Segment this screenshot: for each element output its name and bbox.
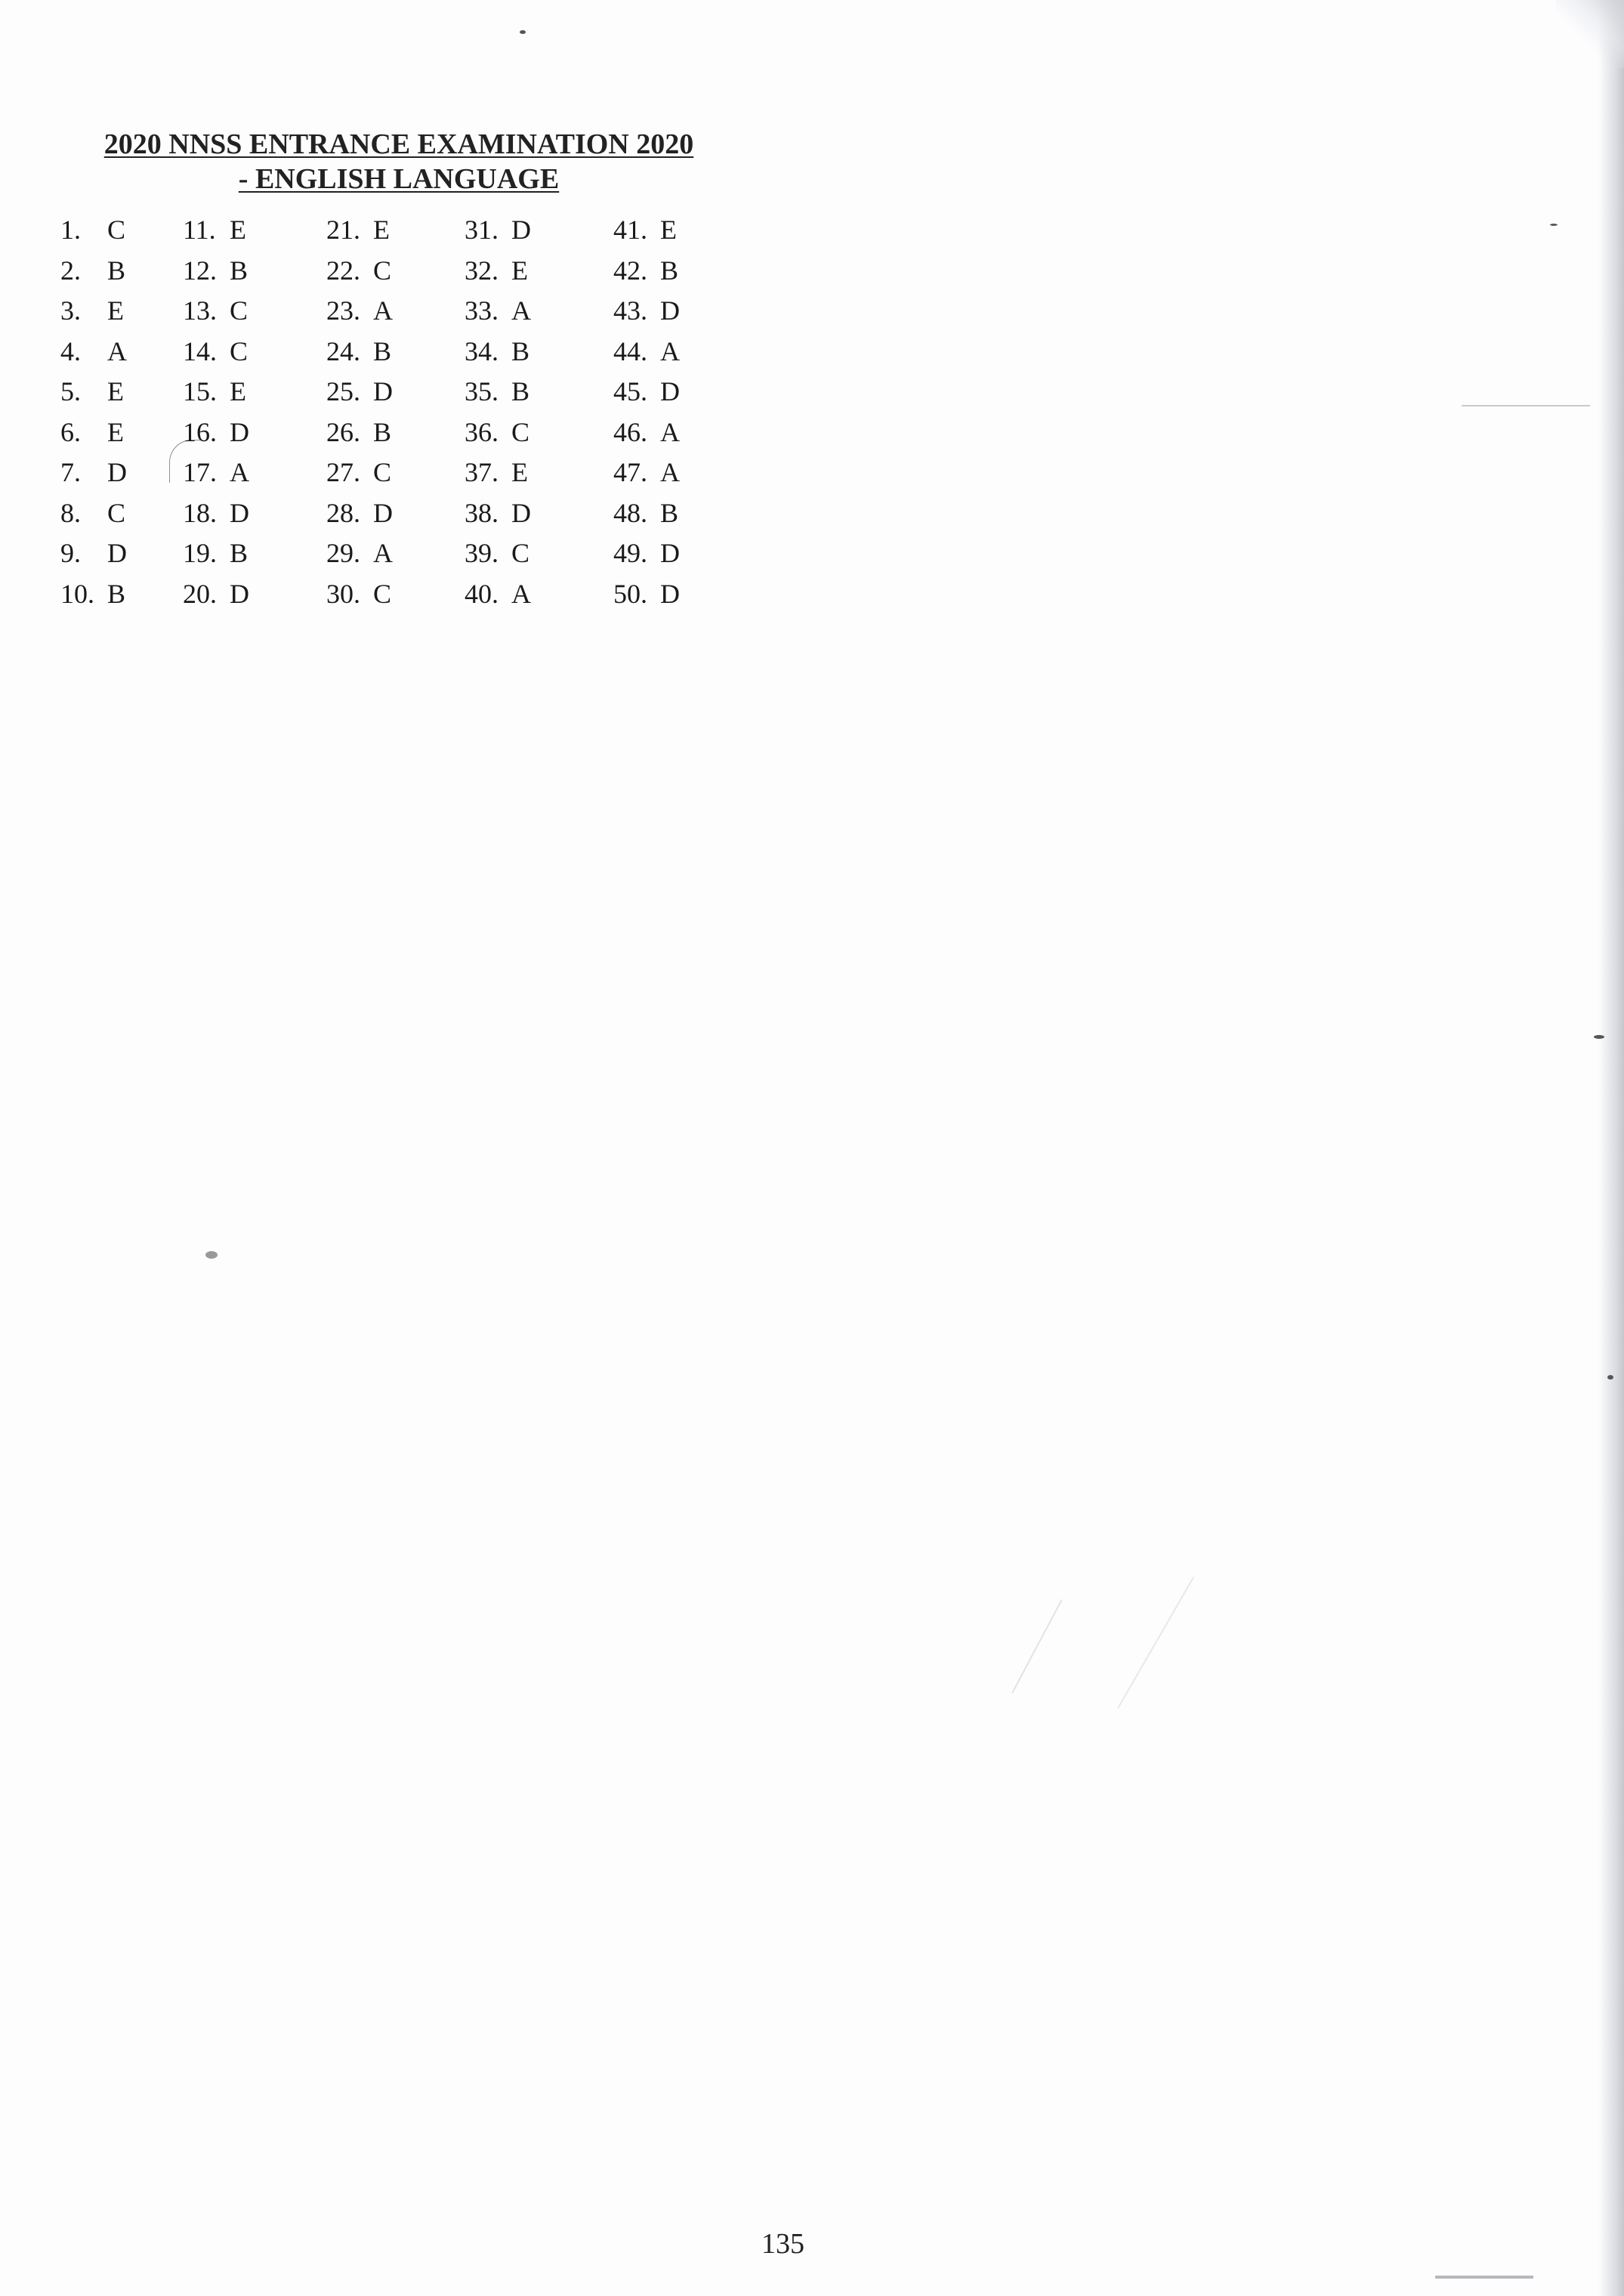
question-number: 43. [613, 295, 647, 326]
question-number: 5. [60, 376, 81, 406]
question-number: 49. [613, 538, 647, 568]
question-number: 7. [60, 457, 81, 487]
answer-column [60, 210, 183, 614]
answer-letter: A [660, 416, 680, 447]
scan-scuff [1117, 1577, 1194, 1708]
answer-letter: B [107, 578, 126, 609]
answer-letter: A [373, 295, 393, 326]
answer-letter: C [107, 215, 126, 245]
answer-row [613, 251, 755, 292]
exam-title: 2020 NNSS ENTRANCE EXAMINATION 2020 [103, 128, 694, 160]
answer-row [326, 413, 465, 453]
answer-row [465, 210, 613, 251]
scan-scuff [1011, 1599, 1062, 1694]
answer-letter: D [660, 538, 680, 568]
answer-letter: E [107, 295, 124, 326]
question-number: 4. [60, 335, 81, 366]
question-number: 2. [60, 255, 81, 286]
answer-letter: A [660, 335, 680, 366]
answer-row [60, 574, 183, 615]
question-number: 10. [60, 578, 94, 609]
question-number: 15. [183, 376, 217, 406]
scan-speck [1594, 1035, 1604, 1039]
answer-letter: E [107, 416, 124, 447]
question-number: 21. [326, 215, 360, 245]
answer-column [465, 210, 613, 614]
question-number: 33. [465, 295, 499, 326]
question-number: 12. [183, 255, 217, 286]
question-number: 22. [326, 255, 360, 286]
scan-scuff [1462, 405, 1590, 406]
answer-row [613, 493, 755, 534]
answer-letter: B [660, 255, 679, 286]
answer-row [465, 533, 613, 574]
answer-row [613, 372, 755, 413]
answer-row [326, 251, 465, 292]
answer-row [326, 493, 465, 534]
question-number: 45. [613, 376, 647, 406]
answer-row [326, 291, 465, 332]
question-number: 47. [613, 457, 647, 487]
question-number: 34. [465, 335, 499, 366]
question-number: 40. [465, 578, 499, 609]
answer-letter: E [511, 255, 528, 286]
question-number: 25. [326, 376, 360, 406]
question-number: 17. [183, 457, 217, 487]
answer-letter: C [230, 295, 249, 326]
answer-row [613, 453, 755, 493]
question-number: 11. [183, 215, 216, 245]
question-number: 8. [60, 497, 81, 528]
question-number: 1. [60, 215, 81, 245]
answer-letter: D [660, 578, 680, 609]
answer-letter: C [373, 255, 392, 286]
answer-letter: B [660, 497, 679, 528]
answer-row [465, 291, 613, 332]
answer-letter: E [107, 376, 124, 406]
answer-letter: B [511, 335, 530, 366]
answer-row [183, 533, 326, 574]
answer-letter: D [511, 215, 531, 245]
answer-row [183, 332, 326, 372]
question-number: 31. [465, 215, 499, 245]
question-number: 29. [326, 538, 360, 568]
exam-subtitle: - ENGLISH LANGUAGE [238, 163, 560, 195]
scan-scuff [1435, 2276, 1533, 2279]
answer-row [183, 210, 326, 251]
answer-row [60, 453, 183, 493]
answer-row [613, 413, 755, 453]
answer-row [183, 372, 326, 413]
answer-row [613, 533, 755, 574]
answer-letter: D [107, 538, 127, 568]
answer-letter: D [373, 376, 393, 406]
answer-letter: A [511, 578, 531, 609]
answer-letter: C [511, 416, 530, 447]
answer-column [183, 210, 326, 614]
scan-speck [205, 1251, 218, 1259]
question-number: 35. [465, 376, 499, 406]
question-number: 48. [613, 497, 647, 528]
answer-row [465, 493, 613, 534]
answer-row [183, 291, 326, 332]
answer-letter: B [511, 376, 530, 406]
answer-row [60, 493, 183, 534]
answer-letter: C [107, 497, 126, 528]
answer-row [326, 533, 465, 574]
answer-row [465, 372, 613, 413]
scan-speck [520, 30, 526, 34]
answer-row [326, 332, 465, 372]
answer-letter: C [230, 335, 249, 366]
question-number: 6. [60, 416, 81, 447]
answer-letter: A [511, 295, 531, 326]
answer-letter: D [230, 497, 249, 528]
answer-row [326, 210, 465, 251]
answer-row [613, 574, 755, 615]
answer-letter: D [660, 295, 680, 326]
question-number: 20. [183, 578, 217, 609]
scan-speck [1607, 1375, 1613, 1380]
answer-row [60, 210, 183, 251]
question-number: 14. [183, 335, 217, 366]
answer-row [60, 413, 183, 453]
answer-row [183, 574, 326, 615]
question-number: 41. [613, 215, 647, 245]
question-number: 30. [326, 578, 360, 609]
answer-key-grid [60, 210, 755, 614]
answer-row [60, 332, 183, 372]
answer-letter: A [373, 538, 393, 568]
answer-letter: E [230, 215, 246, 245]
scan-edge-shadow [1598, 0, 1624, 2296]
answer-row [326, 574, 465, 615]
question-number: 24. [326, 335, 360, 366]
answer-row [60, 251, 183, 292]
question-number: 18. [183, 497, 217, 528]
answer-letter: E [511, 457, 528, 487]
question-number: 37. [465, 457, 499, 487]
question-number: 26. [326, 416, 360, 447]
question-number: 23. [326, 295, 360, 326]
answer-letter: B [230, 255, 249, 286]
answer-row [183, 453, 326, 493]
answer-row [326, 372, 465, 413]
question-number: 42. [613, 255, 647, 286]
answer-letter: D [660, 376, 680, 406]
answer-letter: B [107, 255, 126, 286]
answer-row [465, 413, 613, 453]
answer-letter: E [373, 215, 390, 245]
answer-letter: B [230, 538, 249, 568]
question-number: 16. [183, 416, 217, 447]
question-number: 50. [613, 578, 647, 609]
page-number: 135 [761, 2228, 804, 2260]
question-number: 32. [465, 255, 499, 286]
answer-row [60, 372, 183, 413]
answer-row [183, 493, 326, 534]
answer-letter: A [107, 335, 127, 366]
answer-letter: D [373, 497, 393, 528]
answer-letter: C [373, 578, 392, 609]
question-number: 9. [60, 538, 81, 568]
answer-letter: D [107, 457, 127, 487]
question-number: 36. [465, 416, 499, 447]
answer-letter: A [230, 457, 249, 487]
exam-header [82, 127, 716, 196]
question-number: 3. [60, 295, 81, 326]
answer-letter: C [373, 457, 392, 487]
page-corner-curl [1556, 0, 1624, 68]
answer-row [613, 332, 755, 372]
answer-row [613, 291, 755, 332]
answer-row [326, 453, 465, 493]
answer-letter: A [660, 457, 680, 487]
question-number: 44. [613, 335, 647, 366]
answer-letter: E [230, 376, 246, 406]
answer-letter: D [230, 578, 249, 609]
answer-row [465, 251, 613, 292]
answer-letter: E [660, 215, 677, 245]
answer-column [326, 210, 465, 614]
answer-letter: B [373, 335, 392, 366]
answer-letter: B [373, 416, 392, 447]
question-number: 38. [465, 497, 499, 528]
question-number: 13. [183, 295, 217, 326]
question-number: 27. [326, 457, 360, 487]
question-number: 39. [465, 538, 499, 568]
answer-row [465, 332, 613, 372]
answer-letter: C [511, 538, 530, 568]
answer-row [60, 533, 183, 574]
question-number: 28. [326, 497, 360, 528]
answer-row [60, 291, 183, 332]
scan-speck [1550, 224, 1558, 226]
answer-letter: D [511, 497, 531, 528]
answer-row [613, 210, 755, 251]
question-number: 19. [183, 538, 217, 568]
answer-row [183, 413, 326, 453]
answer-row [465, 574, 613, 615]
answer-letter: D [230, 416, 249, 447]
answer-row [183, 251, 326, 292]
answer-row [465, 453, 613, 493]
question-number: 46. [613, 416, 647, 447]
answer-column [613, 210, 755, 614]
